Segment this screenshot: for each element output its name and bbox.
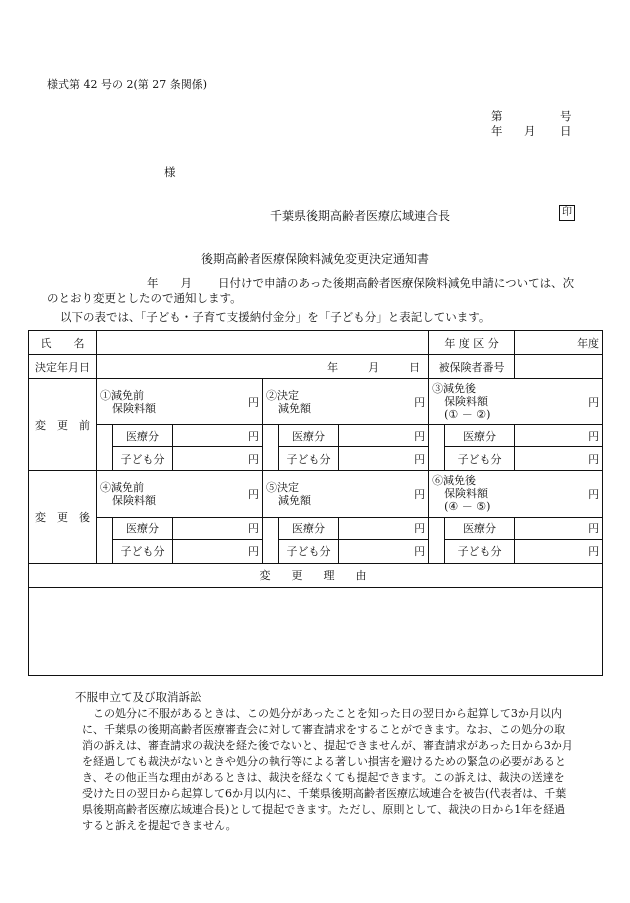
before-post-child-amount[interactable]: 円 (515, 447, 603, 471)
intro-month: 月 (180, 276, 192, 290)
before-post-line1: ③減免後 (432, 382, 477, 396)
after-medical-amount[interactable]: 円 (173, 517, 263, 539)
before-pre-exemption-amount[interactable]: 円 (173, 379, 263, 425)
intro-year: 年 (147, 276, 159, 290)
main-table (28, 330, 603, 676)
before-pre-exemption-label (97, 379, 173, 425)
before-post-medical-label: 医療分 (445, 425, 515, 447)
before-child-label: 子ども分 (113, 447, 173, 471)
appeal-title: 不服申立て及び取消訴訟 (75, 690, 202, 704)
fiscal-year-value[interactable]: 年度 (515, 331, 603, 355)
before-decided-child-label: 子ども分 (279, 447, 339, 471)
insured-number-value[interactable] (515, 355, 603, 379)
after-decided-line2: 減免額 (278, 493, 311, 507)
before-pre-line2: 保険料額 (112, 401, 156, 415)
before-post-line2: 保険料額 (444, 395, 489, 409)
before-decided-line1: ②決定 (266, 388, 299, 402)
after-child-label: 子ども分 (113, 539, 173, 563)
before-post-medical-amount[interactable]: 円 (515, 425, 603, 447)
document-title: 後期高齢者医療保険料減免変更決定通知書 (200, 252, 429, 266)
document-number-label: 第 (491, 109, 503, 123)
before-decided-amount[interactable]: 円 (339, 379, 429, 425)
before-pre-line1: ①減免前 (100, 388, 144, 402)
after-post-medical-label: 医療分 (445, 517, 515, 539)
after-medical-label: 医療分 (113, 517, 173, 539)
before-child-amount[interactable]: 円 (173, 447, 263, 471)
after-decided-medical-label: 医療分 (279, 517, 339, 539)
after-decided-amount[interactable]: 円 (339, 471, 429, 517)
after-post-line2: 保険料額 (444, 487, 489, 501)
decision-date-month: 月 (368, 360, 380, 374)
reason-value[interactable] (29, 587, 603, 675)
after-post-exemption-label (429, 471, 515, 517)
after-decided-label (263, 471, 339, 517)
before-medical-amount[interactable]: 円 (173, 425, 263, 447)
reason-label: 変 更 理 由 (29, 563, 603, 587)
issue-date-year: 年 (491, 124, 503, 138)
appeal-body: この処分に不服があるときは、この処分があったことを知った日の翌日から起算して3か月以内に、千葉県の後期高齢者医療審査会に対して審査請求をすることができます。なお、この処分の取消の訴えは、審査請求の裁決を経た後でないと、提起できませんが、審査請求があった日から3か月を経過しても裁決がないときや処分の執行等による著しい損害を避けるための緊急の必要があるとき、その他正当な理由があるときは、裁決を経なくても提起できます。この訴えは、裁決の送達を受けた日の翌日から起算して6か月以内に、千葉県後期高齢者医療広域連合を被告(代表者は、千葉県後期高齢者医療広域連合長)として提起できます。ただし、原則として、裁決の日から1年を経過すると訴えを提起できません。 (82, 707, 573, 832)
decision-date-year: 年 (327, 360, 339, 374)
before-medical-label: 医療分 (113, 425, 173, 447)
before-post-child-label: 子ども分 (445, 447, 515, 471)
intro-text: 日付けで申請のあった後期高齢者医療保険料減免申請については、次のとおり変更としたので通知します。 (47, 276, 575, 305)
after-post-child-label: 子ども分 (445, 539, 515, 563)
after-post-line3: (④ － ⑤) (444, 500, 491, 514)
after-post-child-amount[interactable]: 円 (515, 539, 603, 563)
recipient-honorific: 様 (164, 165, 176, 179)
after-child-amount[interactable]: 円 (173, 539, 263, 563)
issue-date-month: 月 (524, 124, 536, 138)
after-decided-medical-amount[interactable]: 円 (339, 517, 429, 539)
after-decided-line1: ⑤決定 (266, 480, 299, 494)
decision-date-label: 決定年月日 (29, 355, 97, 379)
issuer-name: 千葉県後期高齢者医療広域連合長 (270, 209, 451, 223)
seal-stamp: 印 (559, 205, 575, 221)
intro-paragraph (47, 276, 577, 306)
after-post-exemption-amount[interactable]: 円 (515, 471, 603, 517)
issue-date-day: 日 (560, 124, 572, 138)
after-pre-exemption-label (97, 471, 173, 517)
name-label: 氏 名 (29, 331, 97, 355)
before-decided-label (263, 379, 339, 425)
name-value[interactable] (97, 331, 429, 355)
after-label: 変 更 後 (29, 471, 97, 563)
before-label: 変 更 前 (29, 379, 97, 471)
after-pre-line1: ④減免前 (100, 480, 144, 494)
before-decided-line2: 減免額 (278, 401, 311, 415)
form-number: 様式第 42 号の 2(第 27 条関係) (47, 78, 208, 91)
fiscal-year-label: 年 度 区 分 (429, 331, 515, 355)
after-decided-child-label: 子ども分 (279, 539, 339, 563)
decision-date-value[interactable] (97, 355, 429, 379)
before-post-line3: (① － ②) (444, 408, 491, 422)
after-pre-exemption-amount[interactable]: 円 (173, 471, 263, 517)
before-post-exemption-amount[interactable]: 円 (515, 379, 603, 425)
before-decided-medical-amount[interactable]: 円 (339, 425, 429, 447)
after-decided-child-amount[interactable]: 円 (339, 539, 429, 563)
before-decided-child-amount[interactable]: 円 (339, 447, 429, 471)
document-number-suffix: 号 (560, 109, 572, 123)
before-decided-medical-label: 医療分 (279, 425, 339, 447)
insured-number-label: 被保険者番号 (429, 355, 515, 379)
after-pre-line2: 保険料額 (112, 493, 156, 507)
table-note: 以下の表では、「子ども・子育て支援納付金分」を「子ども分」と表記しています。 (60, 310, 491, 324)
decision-date-day: 日 (409, 360, 421, 374)
after-post-medical-amount[interactable]: 円 (515, 517, 603, 539)
before-post-exemption-label (429, 379, 515, 425)
after-post-line1: ⑥減免後 (432, 474, 477, 488)
